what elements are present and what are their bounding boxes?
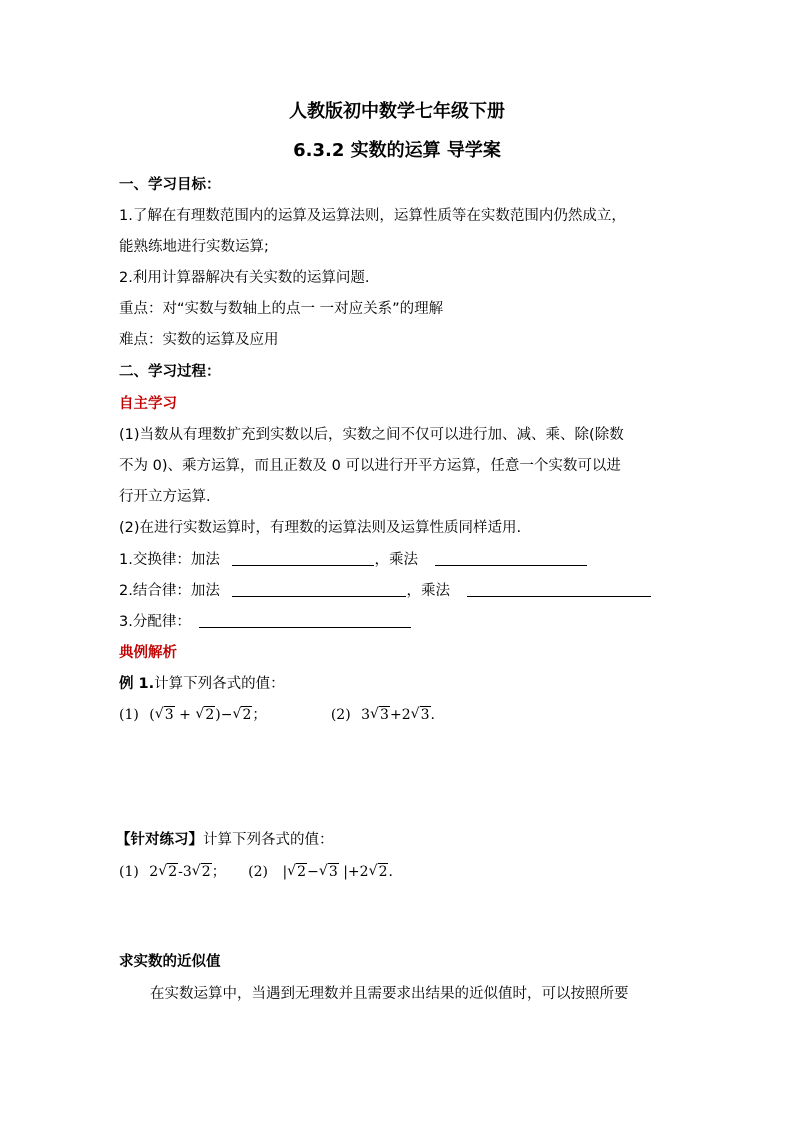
radicand: 2: [201, 864, 211, 880]
coefficient: 3: [361, 707, 371, 723]
abs-bar-open: |: [282, 864, 288, 880]
semicolon: ；: [252, 707, 267, 723]
practice-problem1: [119, 864, 230, 880]
distributive-law-line: [119, 612, 411, 632]
ex1-p1-number: (1): [119, 707, 139, 723]
ex1-problem1: [119, 707, 271, 723]
associative-law-line: [119, 581, 651, 601]
commutative-add-blank[interactable]: [232, 551, 374, 566]
associative-mult-blank[interactable]: [467, 582, 651, 597]
commutative-mult-label: ，乘法: [374, 552, 418, 568]
example1-problems: [119, 705, 435, 725]
commutative-law-line: [119, 550, 587, 570]
associative-mult-label: ，乘法: [406, 583, 450, 599]
radicand: 2: [378, 864, 388, 880]
radicand: 3: [420, 707, 430, 723]
key-point-line: 重点：对“实数与数轴上的点一 一对应关系”的理解: [119, 301, 444, 317]
paragraph1-line-b: 不为 0)、乘方运算，而且正数及 0 可以进行开平方运算，任意一个实数可以进: [119, 458, 621, 474]
pr-p1-number: (1): [119, 864, 139, 880]
approx-heading: 求实数的近似值: [119, 954, 221, 970]
paren-open: (: [149, 707, 155, 723]
radicand: 3: [164, 707, 174, 723]
section1-heading: 一、学习目标：: [119, 177, 221, 193]
paren-close: ): [215, 707, 221, 723]
practice-label: 【针对练习】: [116, 832, 203, 848]
sqrt-symbol: [196, 705, 215, 725]
goal1-line-b: 能熟练地进行实数运算;: [119, 239, 269, 255]
period: .: [430, 707, 435, 723]
radicand: 2: [242, 707, 252, 723]
sqrt-symbol: [156, 705, 175, 725]
associative-add-blank[interactable]: [232, 582, 406, 597]
difficulty-line: 难点：实数的运算及应用: [119, 332, 279, 348]
coefficient: +2: [389, 707, 411, 723]
goal2-line: 2.利用计算器解决有关实数的运算问题.: [119, 270, 370, 286]
approx-text: 在实数运算中，当遇到无理数并且需要求出结果的近似值时，可以按照所要: [150, 986, 629, 1002]
period: .: [388, 864, 393, 880]
sqrt-symbol: [193, 862, 212, 882]
document-title: 人教版初中数学七年级下册: [289, 101, 505, 122]
radicand: 3: [328, 864, 338, 880]
pr-p2-number: (2): [248, 864, 268, 880]
self-study-heading: 自主学习: [119, 396, 177, 412]
practice-text: 计算下列各式的值：: [203, 832, 334, 848]
paragraph2-line: (2)在进行实数运算时，有理数的运算法则及运算性质同样适用.: [119, 520, 522, 536]
distributive-label: 3.分配律：: [119, 614, 191, 630]
sqrt-symbol: [288, 862, 307, 882]
practice-problem2: [248, 864, 393, 880]
radicand: 2: [297, 864, 307, 880]
document-subtitle: 6.3.2 实数的运算 导学案: [293, 140, 501, 161]
minus-sign: −: [220, 707, 233, 723]
ex1-p2-number: (2): [330, 707, 351, 723]
distributive-blank[interactable]: [199, 613, 411, 628]
examples-heading: 典例解析: [119, 645, 177, 661]
goal1-line-a: 1.了解在有理数范围内的运算及运算法则，运算性质等在实数范围内仍然成立，: [119, 208, 626, 224]
example1-text: 计算下列各式的值：: [154, 676, 285, 692]
semicolon: ；: [211, 864, 226, 880]
practice-problems: [119, 862, 393, 882]
example1-line: [119, 674, 285, 694]
radicand: 2: [205, 707, 215, 723]
sqrt-symbol: [320, 862, 339, 882]
sqrt-symbol: [159, 862, 178, 882]
sqrt-symbol: [412, 705, 431, 725]
commutative-label: 1.交换律：加法: [119, 552, 220, 568]
plus-sign: +: [179, 707, 191, 723]
minus-sign: −: [307, 864, 319, 880]
practice-line: [116, 830, 334, 850]
ex1-problem2: [331, 707, 435, 723]
paragraph1-line-a: (1)当数从有理数扩充到实数以后，实数之间不仅可以进行加、减、乘、除(除数: [119, 427, 624, 443]
radicand: 2: [168, 864, 178, 880]
section2-heading: 二、学习过程：: [119, 364, 221, 380]
coefficient: 2: [149, 864, 159, 880]
sqrt-symbol: [233, 705, 252, 725]
paragraph1-line-c: 行开立方运算.: [119, 489, 211, 505]
associative-label: 2.结合律：加法: [119, 583, 220, 599]
commutative-mult-blank[interactable]: [435, 551, 587, 566]
radicand: 3: [380, 707, 389, 723]
sqrt-symbol: [370, 862, 389, 882]
abs-bar-close: |+2: [343, 864, 369, 880]
sqrt-symbol: [371, 705, 390, 725]
example1-label: 例 1.: [119, 676, 155, 692]
coefficient: -3: [178, 864, 192, 880]
